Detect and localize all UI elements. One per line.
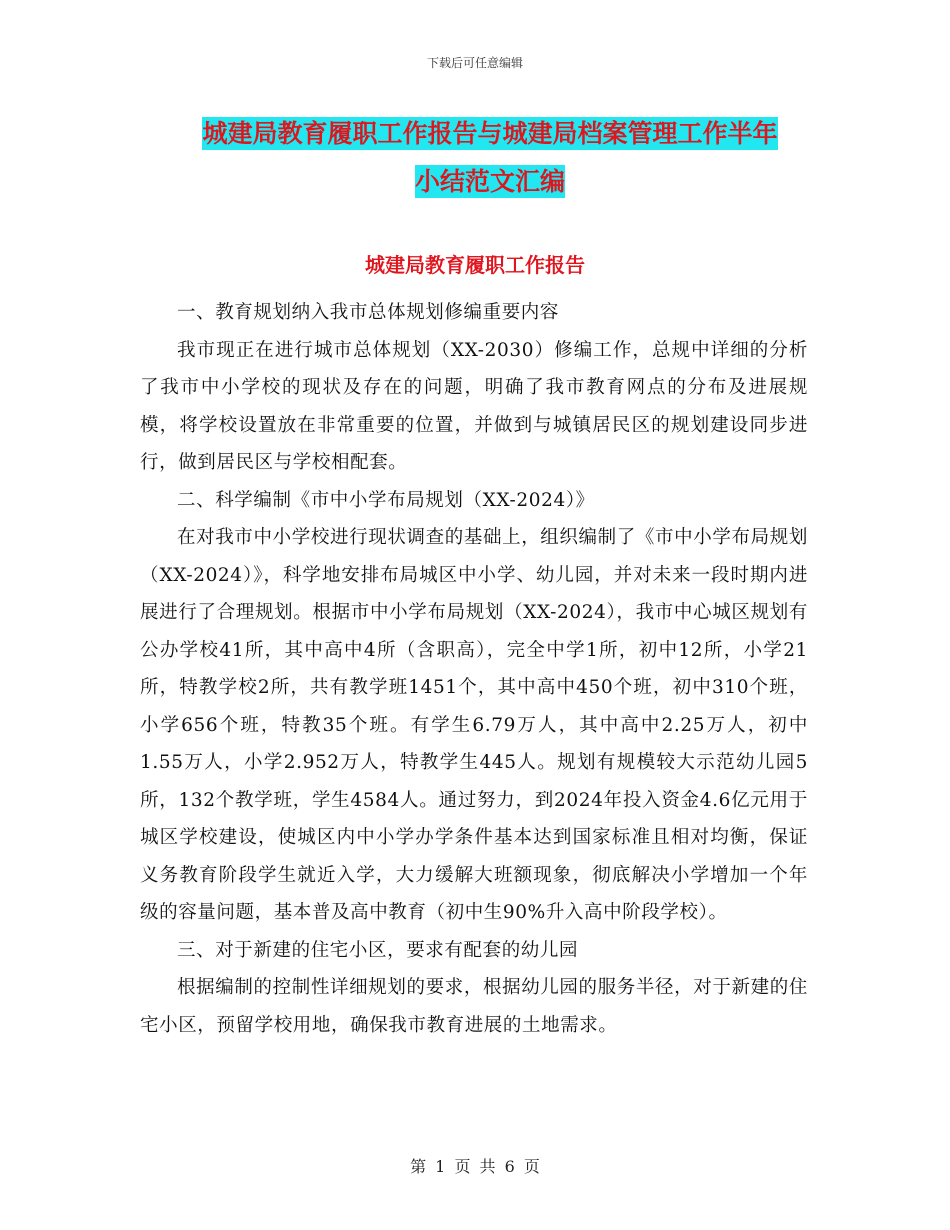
document-body bbox=[140, 294, 808, 1044]
paragraph-heading-1: 一、教育规划纳入我市总体规划修编重要内容 bbox=[177, 302, 560, 323]
paragraph: 根据编制的控制性详细规划的要求，根据幼儿园的服务半径，对于新建的住宅小区，预留学校用地，确保我市教育进展的土地需求。 bbox=[140, 977, 808, 1036]
document-title bbox=[140, 110, 840, 206]
section-title: 城建局教育履职工作报告 bbox=[365, 253, 585, 277]
page-footer: 第 1 页 共 6 页 bbox=[410, 1157, 540, 1176]
document-title-line-2: 小结范文汇编 bbox=[414, 167, 565, 196]
document-title-line-1: 城建局教育履职工作报告与城建局档案管理工作半年 bbox=[202, 119, 778, 148]
paragraph-heading-3: 三、对于新建的住宅小区，要求有配套的幼儿园 bbox=[177, 939, 579, 961]
header-note: 下载后可任意编辑 bbox=[426, 56, 523, 70]
paragraph: 我市现正在进行城市总体规划（XX-2030）修编工作，总规中详细的分析了我市中小学校的现状及存在的问题，明确了我市教育网点的分布及进展规模，将学校设置放在非常重要的位置，并做到与城镇居民区的规划建设同步进行，做到居民区与学校相配套。 bbox=[140, 339, 808, 473]
paragraph-heading-2: 二、科学编制《市中小学布局规划（XX-2024）》 bbox=[177, 489, 595, 511]
paragraph: 在对我市中小学校进行现状调查的基础上，组织编制了《市中小学布局规划（XX-2024）》，科学地安排布局城区中小学、幼儿园，并对未来一段时期内进展进行了合理规划。根据市中小学布局规划（XX-2024），我市中心城区规划有公办学校41所，其中高中4所（含职高），完全中学1所，初中12所，小学21所，特教学校2所，共有教学班1451个，其中高中450个班，初中310个班，小学656个班，特教35个班。有学生6.79万人，其中高中2.25万人，初中1.55万人，小学2.952万人，特教学生445人。规划有规模较大示范幼儿园5所，132个教学班，学生4584人。通过努力，到2024年投入资金4.6亿元用于城区学校建设，使城区内中小学办学条件基本达到国家标准且相对均衡，保证义务教育阶段学生就近入学，大力缓解大班额现象，彻底解决小学增加一个年级的容量问题，基本普及高中教育（初中生90%升入高中阶段学校）。 bbox=[140, 527, 808, 923]
